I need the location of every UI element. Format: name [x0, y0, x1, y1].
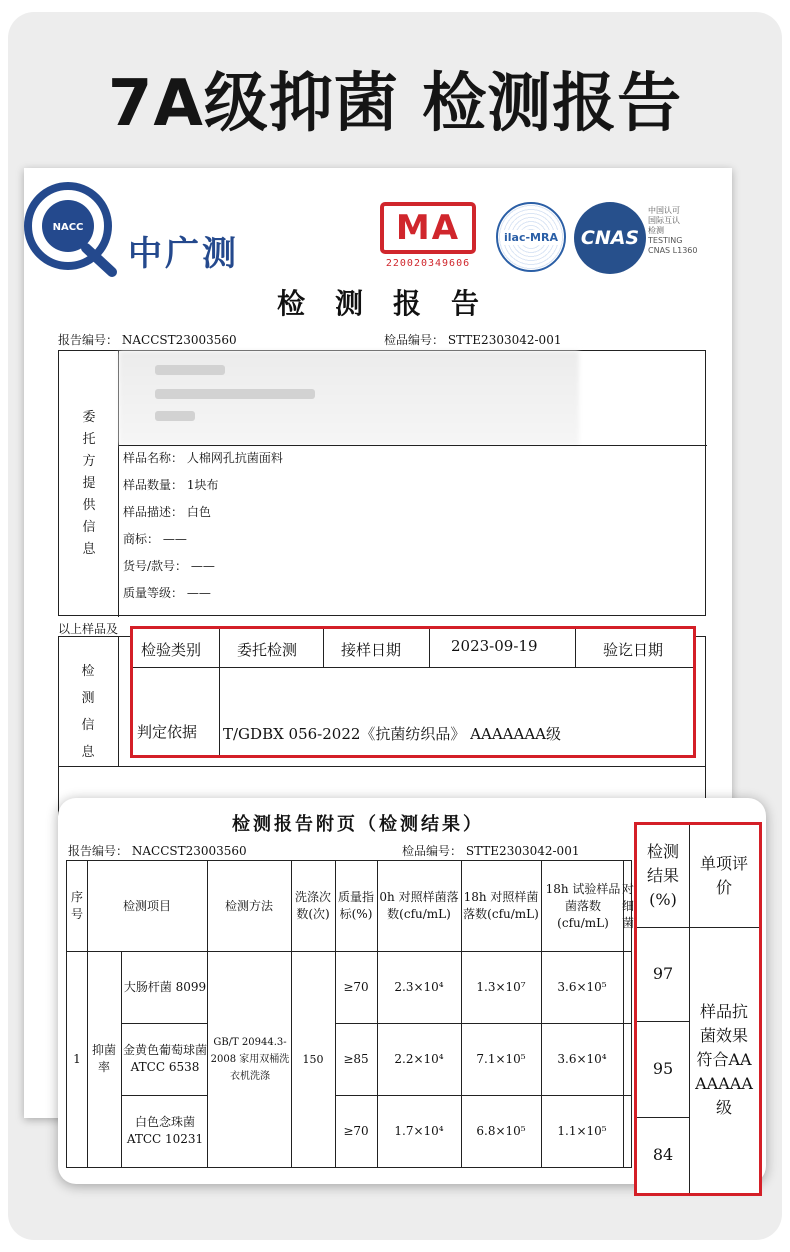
- judgment-basis-label: 判定依据: [137, 723, 198, 741]
- headline: 7A级抑菌 检测报告: [107, 67, 683, 141]
- header-method: 检测方法: [224, 898, 273, 913]
- header-cut: 对细菌: [622, 881, 635, 930]
- client-section-label: 委 托 方 提 供 信 息: [82, 410, 96, 557]
- row-seq: 1: [73, 1051, 81, 1066]
- index-cell: ≥70: [343, 1123, 369, 1138]
- bacteria-cell: 金黄色葡萄球菌 ATCC 6538: [123, 1043, 208, 1074]
- h18t-cell: 3.6×10⁴: [557, 1051, 607, 1066]
- cma-number: 220020349606: [385, 258, 471, 269]
- cma-seal: [380, 202, 476, 276]
- bacteria-cell: 大肠杆菌 8099: [123, 979, 207, 994]
- category-cell: 抑菌率: [91, 1043, 116, 1074]
- redacted-line: [155, 389, 315, 399]
- judgment-basis-value: T/GDBX 056-2022《抗菌纺织品》 AAAAAAA级: [223, 725, 562, 743]
- header-item: 检测项目: [122, 898, 171, 913]
- sample-number: 检品编号： STTE2303042-001: [384, 333, 562, 347]
- header-washes: 洗涤次数(次): [294, 890, 331, 921]
- header-0h: 0h 对照样菌落数(cfu/mL): [379, 890, 459, 921]
- evaluation-header: 单项评价: [699, 854, 748, 897]
- method-cell: GB/T 20944.3-2008 家用双桶洗衣机洗涤: [210, 1036, 290, 1082]
- header-18h-control: 18h 对照样菌落数(cfu/mL): [463, 890, 539, 921]
- sample-row: 样品数量： 1块布: [123, 478, 219, 492]
- received-date-value: 2023-09-19: [451, 637, 538, 655]
- cnas-caption: 中国认可 国际互认 检测 TESTING CNAS L1360: [648, 206, 698, 255]
- supplement-report-number: 报告编号： NACCST23003560: [68, 844, 247, 858]
- ilac-text: ilac-MRA: [504, 230, 558, 244]
- sample-row: 样品描述： 白色: [123, 505, 211, 519]
- inspection-type-label: 检验类别: [141, 641, 202, 659]
- sample-row: 质量等级： ——: [123, 586, 211, 600]
- org-name: 中广测: [128, 234, 239, 274]
- h0-cell: 2.3×10⁴: [394, 979, 444, 994]
- ilac-mra-seal: [496, 202, 566, 272]
- h18t-cell: 3.6×10⁵: [557, 979, 607, 994]
- header-seq: 序号: [70, 890, 83, 921]
- nacc-logo-icon: [24, 182, 120, 278]
- h18c-cell: 7.1×10⁵: [476, 1051, 526, 1066]
- h0-cell: 1.7×10⁴: [394, 1123, 444, 1138]
- index-cell: ≥70: [343, 979, 369, 994]
- h18c-cell: 6.8×10⁵: [476, 1123, 526, 1138]
- report-number: 报告编号： NACCST23003560: [58, 333, 237, 347]
- redacted-line: [155, 411, 195, 421]
- sample-note: 以上样品及: [58, 622, 119, 636]
- redacted-line: [155, 365, 225, 375]
- h0-cell: 2.2×10⁴: [394, 1051, 444, 1066]
- client-info-table: [58, 350, 706, 616]
- result-header: 检测结果(%): [646, 842, 679, 909]
- result-value: 95: [652, 1059, 674, 1078]
- header-index: 质量指标(%): [337, 890, 374, 921]
- supplement-title: 检测报告附页（检测结果）: [232, 814, 484, 835]
- cnas-seal: CNAS: [574, 202, 646, 274]
- washes-cell: 150: [302, 1052, 324, 1066]
- report-title: 检测报告: [276, 287, 509, 320]
- result-value: 84: [652, 1145, 674, 1164]
- completed-date-label: 验讫日期: [603, 641, 664, 659]
- result-value: 97: [652, 964, 674, 983]
- results-highlight: [634, 822, 762, 1196]
- sample-row: 样品名称： 人棉网孔抗菌面料: [123, 451, 283, 465]
- cma-text: MA: [395, 208, 461, 248]
- bacteria-cell: 白色念珠菌 ATCC 10231: [126, 1115, 204, 1146]
- sample-rows: [119, 445, 707, 607]
- supplement-sample-number: 检品编号： STTE2303042-001: [402, 844, 580, 858]
- h18c-cell: 1.3×10⁷: [476, 979, 526, 994]
- results-table: [66, 860, 635, 1168]
- test-section-label: 检 测 信 息: [81, 664, 95, 760]
- sample-row: 货号/款号： ——: [123, 559, 215, 573]
- inspection-type-value: 委托检测: [237, 641, 298, 659]
- test-info-highlight: [130, 626, 696, 758]
- index-cell: ≥85: [343, 1051, 369, 1066]
- received-date-label: 接样日期: [341, 641, 402, 659]
- evaluation-value: 样品抗菌效果符合AAAAAAA级: [695, 1002, 753, 1117]
- header-18h-test: 18h 试验样品菌落数(cfu/mL): [545, 881, 621, 930]
- sample-row: 商标： ——: [123, 532, 187, 546]
- h18t-cell: 1.1×10⁵: [557, 1123, 607, 1138]
- nacc-mark-text: NACC: [52, 222, 84, 233]
